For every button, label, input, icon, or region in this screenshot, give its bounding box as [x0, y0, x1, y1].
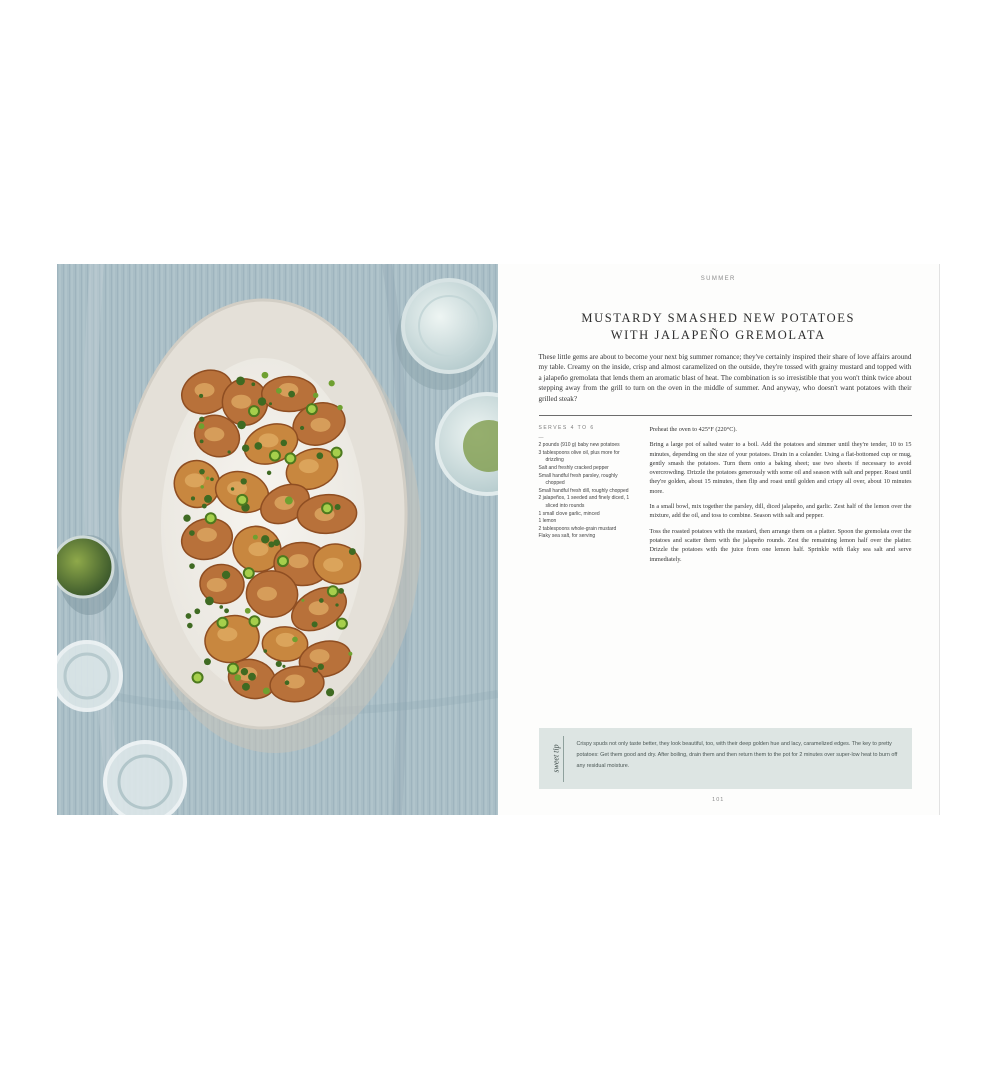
potato-highlight [299, 459, 319, 473]
herb-fleck [337, 405, 342, 410]
ingredient-item: Small handful fresh parsley, roughly chopped [538, 472, 618, 487]
jalapeno-slice [237, 495, 247, 505]
herb-fleck [204, 495, 212, 503]
potato-highlight [197, 528, 217, 542]
herb-fleck [248, 673, 256, 681]
section-label: SUMMER [700, 276, 736, 282]
herb-fleck [236, 377, 245, 386]
potato-highlight [248, 542, 268, 556]
potato-highlight [217, 627, 237, 641]
herb-fleck [254, 442, 262, 450]
herb-fleck [276, 661, 282, 667]
jalapeno-slice [218, 618, 228, 628]
serves-label: SERVES 4 TO 6 [538, 425, 595, 431]
potato-highlight [323, 558, 343, 572]
recipe-title [528, 310, 910, 344]
herb-fleck [269, 402, 272, 405]
ingredient-item: 3 tablespoons olive oil, plus more for drizzling [538, 449, 620, 464]
ingredient-item: Small handful fresh dill, roughly chopped [538, 487, 629, 494]
tip-label-text: sweet tip [552, 744, 561, 773]
herb-fleck [210, 477, 214, 481]
tip-label [547, 736, 567, 781]
potato-highlight [195, 383, 215, 397]
herb-fleck [268, 541, 274, 547]
herb-fleck [262, 372, 269, 379]
herb-fleck [267, 471, 271, 475]
jalapeno-slice [193, 673, 203, 683]
potato-highlight [207, 578, 227, 592]
herb-fleck [316, 452, 323, 459]
herb-fleck [312, 667, 318, 673]
herb-fleck [241, 478, 247, 484]
herb-fleck [258, 397, 266, 405]
herb-fleck [281, 440, 288, 447]
herb-fleck [202, 504, 207, 509]
potato-highlight [309, 601, 329, 615]
recipe-title-line-2: WITH JALAPEÑO GREMOLATA [610, 328, 826, 342]
ingredient-item: 1 small clove garlic, minced [538, 510, 600, 517]
recipe-page [498, 264, 941, 815]
herb-fleck [338, 588, 344, 594]
herb-fleck [301, 599, 304, 602]
food-photo [57, 264, 498, 815]
herb-fleck [235, 674, 242, 681]
jalapeno-slice [322, 503, 332, 513]
jalapeno-slice [328, 586, 338, 596]
herb-fleck [205, 596, 214, 605]
herb-fleck [219, 605, 223, 609]
herb-fleck [241, 668, 248, 675]
herb-fleck [189, 563, 195, 569]
herb-fleck [194, 608, 200, 614]
recipe-title-line-1: MUSTARDY SMASHED NEW POTATOES [581, 311, 856, 325]
page-number: 101 [712, 797, 725, 803]
herb-fleck [253, 535, 258, 540]
ingredient-item: 2 tablespoons whole-grain mustard [538, 525, 617, 532]
ingredient-item: 2 pounds (910 g) baby new potatoes [538, 442, 620, 449]
potato-highlight [231, 395, 251, 409]
potato-highlight [289, 554, 309, 568]
potatoes-photo-image [57, 264, 498, 815]
herb-fleck [200, 439, 204, 443]
herb-fleck [263, 649, 267, 653]
method-step: Bring a large pot of salted water to a boil. Add the potatoes and simmer until they're tender, 10 to 15 minutes, depending on the size of your potatoes. Drain in a colander. Using a flat-bottomed cup or mug, gently smash the potatoes. Turn them onto a baking sheet; use two sheets if necessary to avoid overcrowding. Drizzle the potatoes generously with some oil and season with salt and pepper. Roast until they're golden, about 15 minutes, then flip and roast until golden and crispy all over, about 10 minutes more. [649, 441, 912, 495]
herb-fleck [329, 380, 335, 386]
jalapeno-slice [228, 664, 238, 674]
herb-fleck [261, 535, 269, 543]
potato-highlight [311, 418, 331, 432]
herb-fleck [189, 530, 195, 536]
ingredient-list [539, 442, 635, 541]
empty-glass-icon [57, 642, 121, 710]
herb-fleck [285, 680, 290, 685]
herb-fleck [231, 487, 234, 490]
cut-glass-icon [105, 742, 185, 815]
herb-fleck [199, 423, 205, 429]
jalapeno-slice [244, 568, 254, 578]
herb-fleck [237, 421, 246, 430]
ingredient-item: 2 jalapeños, 1 seeded and finely diced, 1 sliced into rounds [538, 495, 630, 509]
herb-fleck [319, 598, 324, 603]
tip-text: Crispy spuds not only taste better, they look beautiful, too, with their deep golden hue and lacy, caramelized edges. The key to pretty potatoes: Get them good and dry. After boiling, drain them and then return them to the pot for 2 minutes over super-low heat to burn off any residual moisture. [576, 741, 898, 769]
jalapeno-slice [285, 453, 295, 463]
jalapeno-slice [332, 448, 342, 458]
herb-fleck [318, 664, 324, 670]
divider [539, 415, 912, 416]
ingredients-column [539, 425, 635, 541]
jalapeno-slice [337, 619, 347, 629]
method-column [650, 425, 912, 570]
herb-fleck [312, 621, 318, 627]
jalapeno-slice [250, 616, 260, 626]
herb-fleck [224, 608, 229, 613]
jalapeno-slice [206, 513, 216, 523]
herb-fleck [245, 608, 251, 614]
herb-fleck [251, 382, 255, 386]
herb-fleck [326, 688, 334, 696]
herb-fleck [200, 485, 203, 488]
herb-fleck [242, 444, 249, 451]
ingredient-item: 1 lemon [538, 518, 557, 525]
herb-fleck [288, 391, 295, 398]
method-step: In a small bowl, mix together the parsley, dill, diced jalapeño, and garlic. Zest half of the lemon over the mixture, add the oil, and toss to combine. Season with salt and pepper. [649, 503, 912, 520]
ingredient-item: Flaky sea salt, for serving [538, 533, 596, 540]
jalapeno-slice [270, 451, 280, 461]
herb-fleck [313, 393, 318, 398]
herb-fleck [285, 497, 293, 505]
herb-fleck [276, 388, 282, 394]
herb-fleck [300, 426, 304, 430]
herb-fleck [199, 469, 205, 475]
herb-fleck [199, 417, 204, 422]
jalapeno-slice [278, 556, 288, 566]
serves-dash: — [538, 434, 544, 441]
tip-divider [563, 736, 564, 782]
herb-fleck [186, 613, 192, 619]
herb-fleck [348, 652, 352, 656]
herb-fleck [282, 665, 285, 668]
herb-fleck [204, 658, 211, 665]
method-step: Toss the roasted potatoes with the mustard, then arrange them on a platter. Spoon the gremolata over the potatoes and scatter them with the jalapeño rounds. Zest the remaining lemon half over the platter. Drizzle the potatoes with the juice from one lemon half. Sprinkle with flaky sea salt and serve immediately. [649, 527, 912, 563]
potato-highlight [204, 427, 224, 441]
herb-fleck [222, 571, 230, 579]
ingredient-item: Salt and freshly cracked pepper [538, 464, 609, 471]
tip-box [539, 728, 912, 789]
herb-fleck [292, 637, 298, 643]
method-step: Preheat the oven to 425°F (220°C). [649, 426, 737, 433]
book-spread [57, 264, 940, 815]
herb-fleck [199, 394, 203, 398]
herb-fleck [183, 514, 190, 521]
jalapeno-slice [249, 406, 259, 416]
herb-fleck [335, 603, 338, 606]
herb-fleck [187, 623, 193, 629]
herb-fleck [242, 683, 250, 691]
potato-highlight [257, 587, 277, 601]
herb-fleck [191, 496, 195, 500]
potato-highlight [310, 649, 330, 663]
herb-fleck [206, 477, 209, 480]
jalapeno-slice [307, 404, 317, 414]
herb-fleck [227, 450, 230, 453]
herb-fleck [349, 548, 356, 555]
recipe-intro: These little gems are about to become your next big summer romance; they've certainly inspired their share of love affairs around my table. Creamy on the inside, crisp and almost caramelized on the outside, they're tossed with grainy mustard and topped with a jalapeño gremolata that lends them an aromatic blast of heat. The combination is so irresistible that you won't think twice about stepping away from the grill to turn on the oven in the middle of summer. And anyway, who doesn't want potatoes with their grilled steak? [538, 353, 912, 403]
herb-fleck [263, 687, 270, 694]
herb-fleck [335, 504, 341, 510]
